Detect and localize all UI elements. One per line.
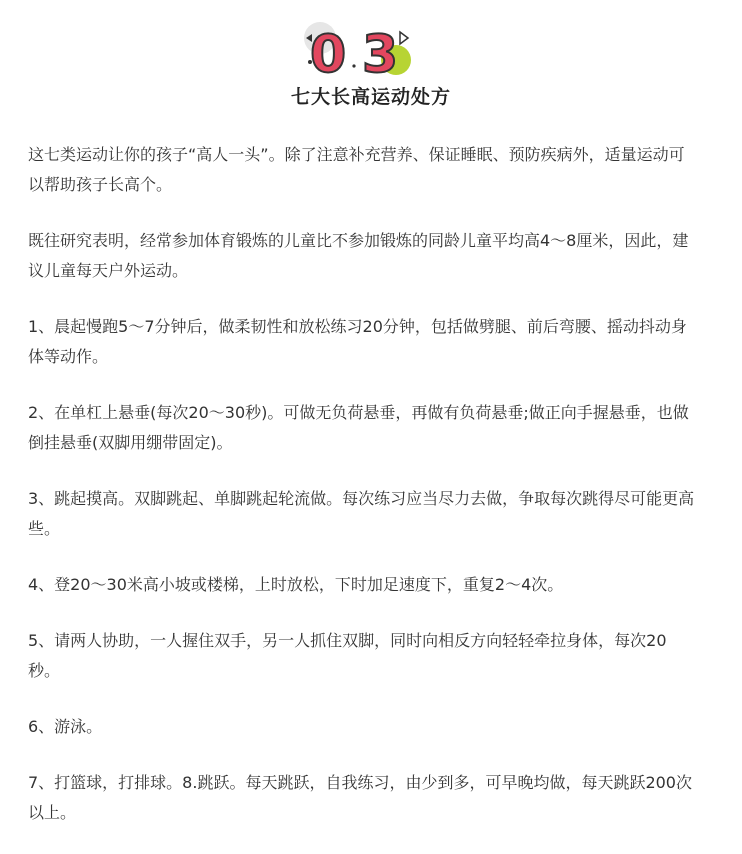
paragraph-item-2: 2、在单杠上悬垂(每次20～30秒)。可做无负荷悬垂，再做有负荷悬垂;做正向手握悬垂，也做倒挂悬垂(双脚用绷带固定)。: [28, 403, 689, 452]
paragraph-research: 既往研究表明，经常参加体育锻炼的儿童比不参加锻炼的同龄儿童平均高4～8厘米，因此，建议儿童每天户外运动。: [28, 231, 689, 280]
paragraph-item-6: 6、游泳。: [28, 717, 103, 736]
paragraph-item-7: 7、打篮球，打排球。8.跳跃。每天跳跃，自我练习，由少到多，可早晚均做，每天跳跃200次以上。: [28, 773, 692, 822]
paragraph-intro: 这七类运动让你的孩子“高人一头”。除了注意补充营养、保证睡眠、预防疾病外，适量运动可以帮助孩子长高个。: [28, 145, 685, 194]
paragraph-item-3: 3、跳起摸高。双脚跳起、单脚跳起轮流做。每次练习应当尽力去做，争取每次跳得尽可能更高些。: [28, 489, 695, 538]
right-arrow-icon: [400, 32, 408, 44]
section-number-badge: [296, 18, 416, 82]
badge-digit-zero: 0: [310, 25, 347, 82]
section-title: 七大长高运动处方: [290, 86, 451, 108]
article-body: [28, 140, 698, 854]
section-header: [0, 0, 742, 110]
paragraph-item-5: 5、请两人协助，一人握住双手，另一人抓住双脚，同时向相反方向轻轻牵拉身体，每次20秒。: [28, 631, 667, 680]
number-badge-graphic: [296, 18, 416, 82]
badge-dot-small: [352, 64, 355, 67]
paragraph-item-1: 1、晨起慢跑5～7分钟后，做柔韧性和放松练习20分钟，包括做劈腿、前后弯腰、摇动抖动身体等动作。: [28, 317, 687, 366]
badge-digit-three: 3: [362, 25, 399, 82]
paragraph-item-4: 4、登20～30米高小坡或楼梯，上时放松，下时加足速度下，重复2～4次。: [28, 575, 564, 594]
